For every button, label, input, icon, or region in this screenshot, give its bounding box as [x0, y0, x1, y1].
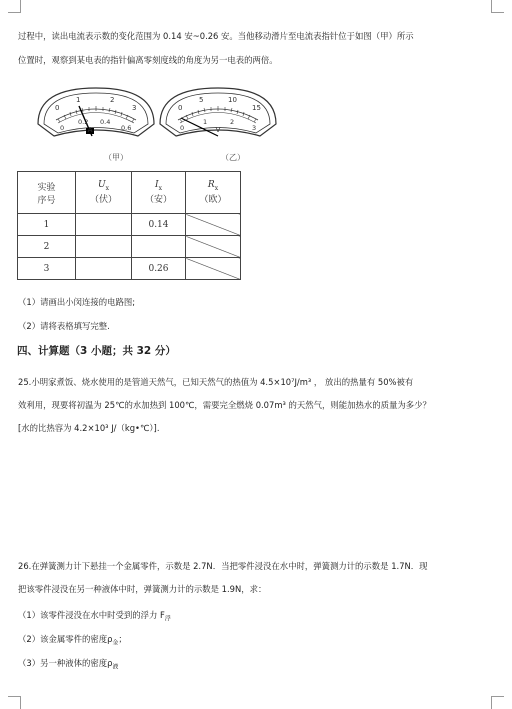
q26-sub-question-3: （3）另一种液体的密度$\rho_液$ [18, 658, 119, 671]
meter-figures [0, 80, 512, 170]
cell-resistance-blank [186, 236, 241, 258]
header-cell-voltage: $U_x$ （伏） [76, 172, 132, 214]
voltmeter-inner-tick: 2 [230, 118, 235, 126]
header-cell-resistance: $R_x$ （欧） [186, 172, 241, 214]
cell-trial-no: 3 [18, 258, 76, 280]
voltmeter-outer-tick: 5 [199, 96, 204, 104]
q24-sub-question-2: （2）请将表格填写完整. [18, 321, 110, 331]
data-table [17, 171, 241, 280]
ammeter-inner-tick: 0.2 [78, 118, 89, 126]
q24-sub-question-1: （1）请画出小闵连接的电路图; [18, 297, 136, 307]
voltmeter-outer-tick: 0 [178, 104, 183, 112]
cell-resistance-blank [186, 214, 241, 236]
intro-line-2: 位置时，观察到某电表的指针偏离零刻度线的角度为另一电表的两倍。 [18, 55, 278, 65]
q26-sub-question-1: （1）该零件浸没在水中时受到的浮力 $F_浮$ [18, 610, 171, 623]
cell-resistance-blank [186, 258, 241, 280]
voltmeter-outer-tick: 10 [228, 96, 237, 104]
q26-sub-question-2: （2）该金属零件的密度$\rho_金$； [18, 634, 127, 647]
page-corner-mark [491, 696, 504, 709]
page-corner-mark [491, 0, 504, 13]
voltmeter-outer-tick: 15 [252, 104, 261, 112]
q25-line-2: 效利用，现要将初温为 25℃的水加热到 100℃，需要完全燃烧 0.07m³ 的天然气，则能加热水的质量为多少？ [18, 400, 431, 410]
ammeter-inner-tick: 0 [60, 124, 65, 132]
cell-voltage [76, 236, 132, 258]
ammeter-outer-tick: 0 [55, 104, 60, 112]
page-corner-mark [8, 0, 21, 13]
q26-line-1: 26.在弹簧测力计下悬挂一个金属零件，示数是 2.7N．当把零件浸没在水中时，弹簧测力计的示数是 1.7N．现 [18, 561, 428, 571]
ammeter-outer-tick: 1 [76, 96, 81, 104]
voltmeter-unit: V [215, 126, 221, 134]
ammeter-outer-tick: 3 [132, 104, 137, 112]
ammeter-outer-tick: 2 [110, 96, 115, 104]
table-row [18, 258, 241, 280]
q25-line-1: 25.小明家煮饭、烧水使用的是管道天然气，已知天然气的热值为 4.5×10⁷J/m³ ， 放出的热量有 50%被有 [18, 377, 414, 387]
table-row [18, 214, 241, 236]
section-title: 四、计算题（3 小题；共 32 分） [17, 345, 176, 357]
cell-voltage [76, 214, 132, 236]
table-row [18, 236, 241, 258]
voltmeter-inner-tick: 1 [203, 118, 208, 126]
ammeter-unit: A [87, 126, 93, 134]
q25-line-3: [水的比热容为 4.2×10³ J/（kg•℃）]. [18, 423, 160, 433]
ammeter-inner-tick: 0.4 [100, 118, 111, 126]
voltmeter-inner-tick: 0 [180, 124, 185, 132]
page-corner-mark [8, 696, 21, 709]
cell-trial-no: 2 [18, 236, 76, 258]
ammeter-inner-tick: 0.6 [121, 124, 132, 132]
cell-trial-no: 1 [18, 214, 76, 236]
cell-current [132, 236, 186, 258]
q26-line-2: 把该零件浸没在另一种液体中时，弹簧测力计的示数是 1.9N，求： [18, 584, 267, 594]
cell-current: 0.26 [132, 258, 186, 280]
ammeter [38, 88, 154, 136]
cell-voltage [76, 258, 132, 280]
header-cell-current: $I_x$ （安） [132, 172, 186, 214]
ammeter-caption: （甲） [104, 153, 128, 162]
voltmeter-inner-tick: 3 [252, 124, 257, 132]
header-cell-trial: 实验 序号 [18, 172, 76, 214]
voltmeter [160, 88, 276, 136]
cell-current: 0.14 [132, 214, 186, 236]
intro-line-1: 过程中，读出电流表示数的变化范围为 0.14 安~0.26 安。当他移动滑片至电流表指针位于如图（甲）所示 [18, 31, 414, 41]
table-header-row [18, 172, 241, 214]
voltmeter-caption: （乙） [221, 153, 245, 162]
